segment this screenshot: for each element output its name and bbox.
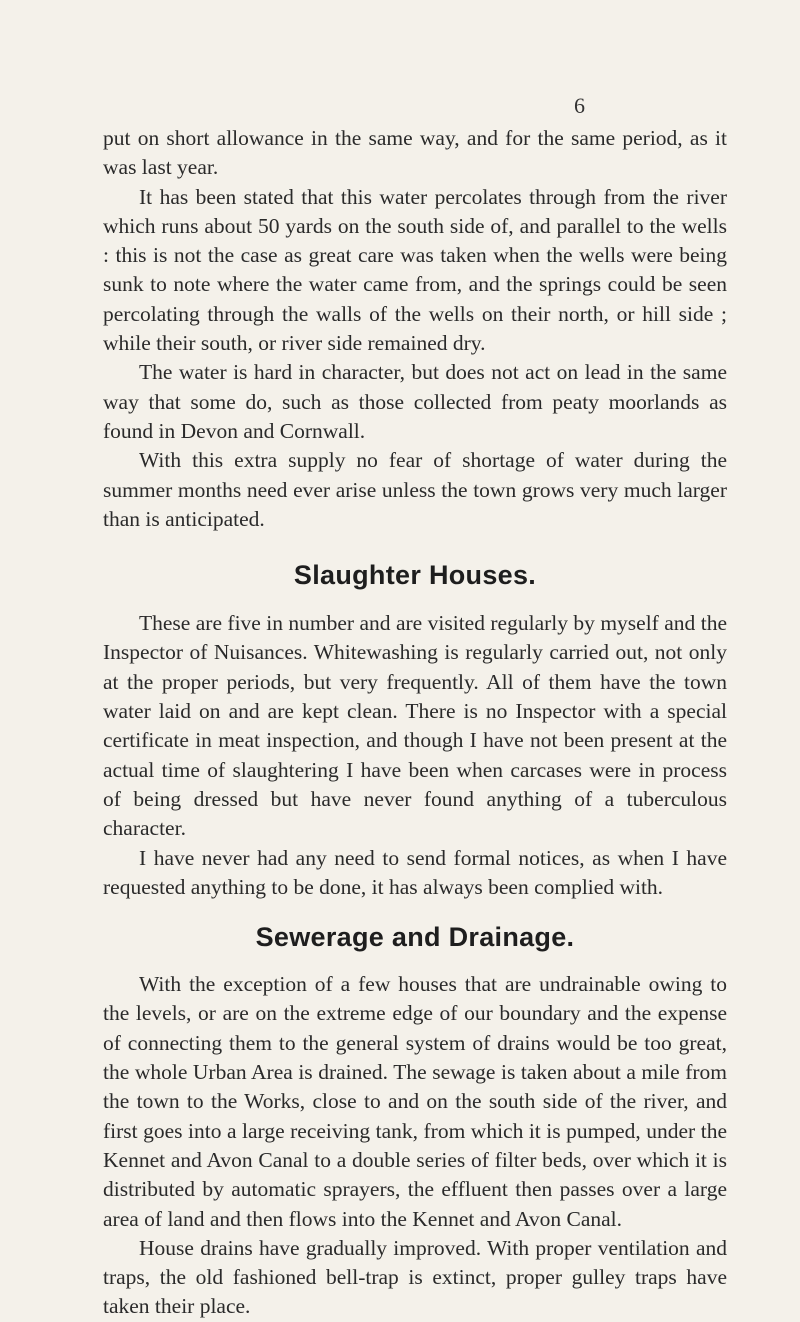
paragraph: With this extra supply no fear of shortage of water during the summer months need ever arise unless the town grows very much larger than is anticipated. bbox=[103, 448, 727, 531]
paragraph: House drains have gradually improved. With proper ventilation and traps, the old fashioned bell-trap is extinct, proper gulley traps have taken their place. bbox=[103, 1235, 727, 1319]
paragraph: It has been stated that this water percolates through from the river which runs about 50 yards on the south side of, and parallel to the wells : this is not the case as great care was taken when the wells were being sunk to note where the water came from, and the springs could be seen percolating through the walls of the wells on their north, or hill side ; while their south, or river side remained dry. bbox=[103, 184, 727, 356]
section-heading-sewerage-drainage: Sewerage and Drainage. bbox=[255, 922, 575, 953]
paragraph: With the exception of a few houses that are undrainable owing to the levels, or are on the extreme edge of our boundary and the expense of connecting them to the general system of drains would be too great, the whole Urban Area is drained. The sewage is taken about a mile from the town to the Works, close to and on the south side of the river, and first goes into a large receiving tank, from which it is pumped, under the Kennet and Avon Canal to a double series of filter beds, over which it is distributed by automatic sprayers, the effluent then passes over a large area of land and then flows into the Kennet and Avon Canal. bbox=[103, 972, 727, 1231]
paragraph: The water is hard in character, but does not act on lead in the same way that some do, such as those collected from peaty moorlands as found in Devon and Cornwall. bbox=[103, 360, 727, 443]
page-body bbox=[103, 124, 727, 1322]
paragraph: put on short allowance in the same way, and for the same period, as it was last year. bbox=[103, 126, 727, 180]
page-number: 6 bbox=[574, 93, 585, 118]
paragraph: I have never had any need to send formal notices, as when I have requested anything to be done, it has always been complied with. bbox=[103, 845, 727, 899]
section-heading-slaughter-houses: Slaughter Houses. bbox=[293, 560, 537, 591]
paragraph: These are five in number and are visited regularly by myself and the Inspector of Nuisances. Whitewashing is regularly carried out, not only at the proper periods, but very frequently. All of them have the town water laid on and are kept clean. There is no Inspector with a special certificate in meat inspection, and though I have not been present at the actual time of slaughtering I have been when carcases were in process of being dressed but have never found anything of a tuberculous character. bbox=[103, 611, 727, 841]
